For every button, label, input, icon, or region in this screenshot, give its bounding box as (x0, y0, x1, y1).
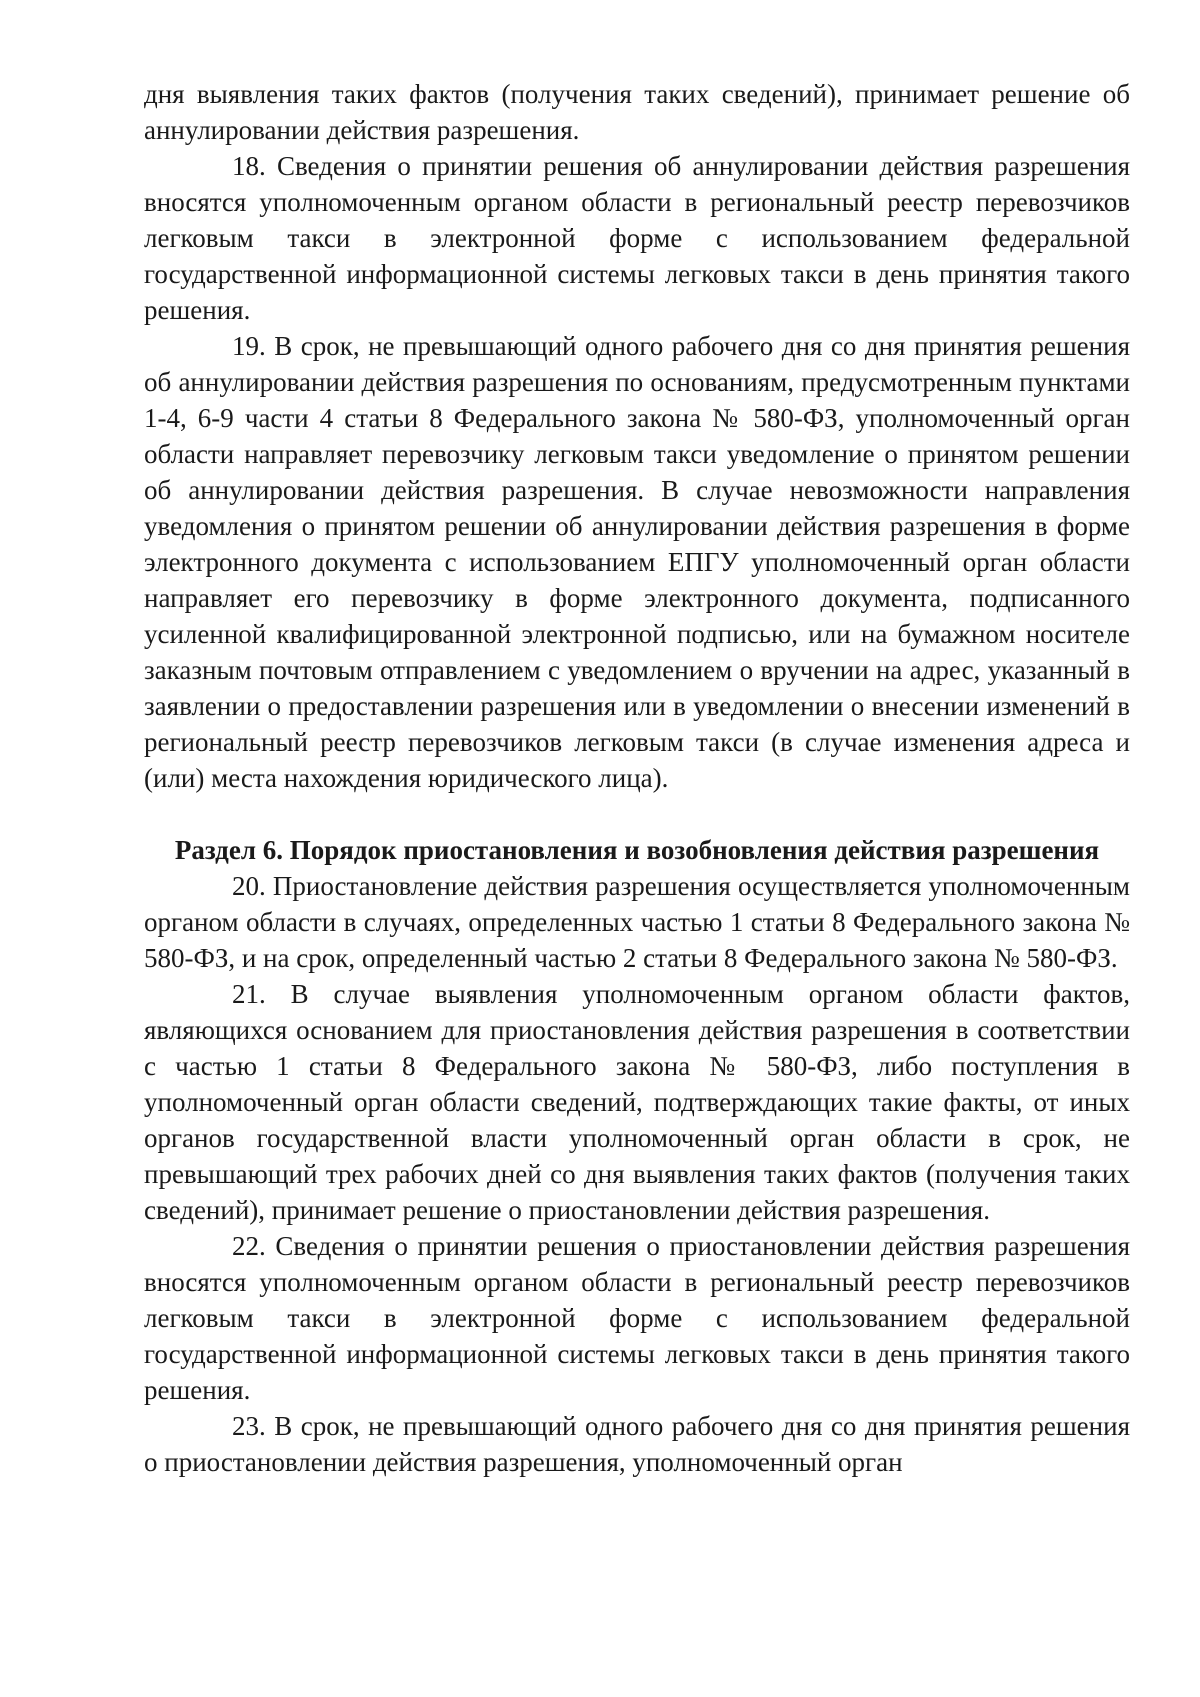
paragraph-21: 21. В случае выявления уполномоченным органом области фактов, являющихся основанием для приостановления действия разрешения в соответствии с частью 1 статьи 8 Федерального закона № 580-ФЗ, либо поступления в уполномоченный орган области сведений, подтверждающих такие факты, от иных органов государственной власти уполномоченный орган области в срок, не превышающий трех рабочих дней со дня выявления таких фактов (получения таких сведений), принимает решение о приостановлении действия разрешения. (144, 979, 1130, 1225)
paragraph-20: 20. Приостановление действия разрешения осуществляется уполномоченным органом области в случаях, определенных частью 1 статьи 8 Федерального закона № 580-ФЗ, и на срок, определенный частью 2 статьи 8 Федерального закона № 580-ФЗ. (144, 871, 1130, 973)
document-page (144, 76, 1130, 1480)
paragraph-22: 22. Сведения о принятии решения о приостановлении действия разрешения вносятся уполномоченным органом области в региональный реестр перевозчиков легковым такси в электронной форме с использованием федеральной государственной информационной системы легковых такси в день принятия такого решения. (144, 1231, 1130, 1405)
paragraph-23: 23. В срок, не превышающий одного рабочего дня со дня принятия решения о приостановлении действия разрешения, уполномоченный орган (144, 1411, 1130, 1477)
paragraph-19: 19. В срок, не превышающий одного рабочего дня со дня принятия решения об аннулировании действия разрешения по основаниям, предусмотренным пунктами 1-4, 6-9 части 4 статьи 8 Федерального закона № 580-ФЗ, уполномоченный орган области направляет перевозчику легковым такси уведомление о принятом решении об аннулировании действия разрешения. В случае невозможности направления уведомления о принятом решении об аннулировании действия разрешения в форме электронного документа с использованием ЕПГУ уполномоченный орган области направляет его перевозчику в форме электронного документа, подписанного усиленной квалифицированной электронной подписью, или на бумажном носителе заказным почтовым отправлением с уведомлением о вручении на адрес, указанный в заявлении о предоставлении разрешения или в уведомлении о внесении изменений в региональный реестр перевозчиков легковым такси (в случае изменения адреса и (или) места нахождения юридического лица). (144, 331, 1130, 793)
paragraph-17-continuation: дня выявления таких фактов (получения таких сведений), принимает решение об аннулировании действия разрешения. (144, 79, 1130, 145)
section-6-heading: Раздел 6. Порядок приостановления и возобновления действия разрешения (174, 835, 1100, 865)
paragraph-18: 18. Сведения о принятии решения об аннулировании действия разрешения вносятся уполномоченным органом области в региональный реестр перевозчиков легковым такси в электронной форме с использованием федеральной государственной информационной системы легковых такси в день принятия такого решения. (144, 151, 1130, 325)
